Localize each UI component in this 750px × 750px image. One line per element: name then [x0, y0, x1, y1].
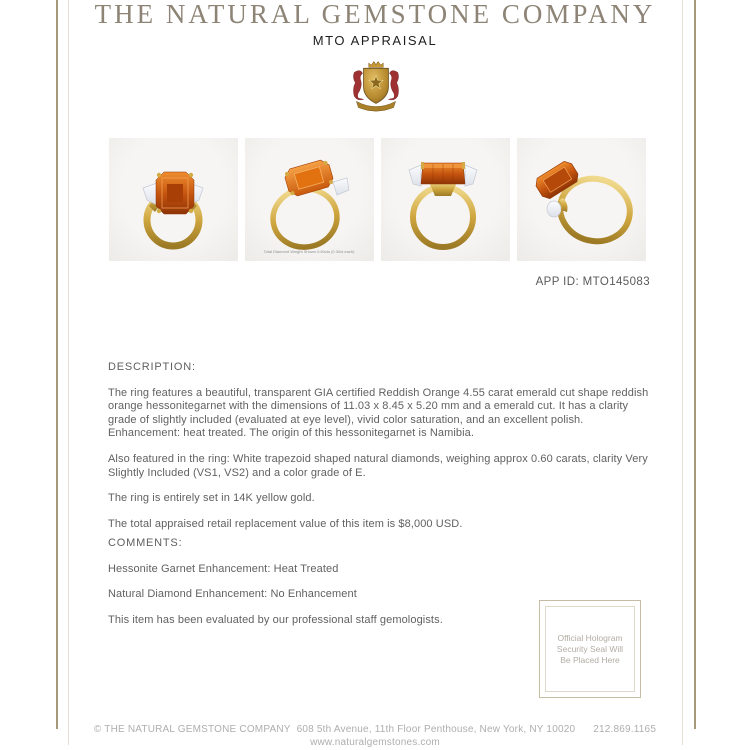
app-id — [400, 276, 650, 288]
ring-photo-row — [109, 138, 646, 261]
ring-front-illustration — [109, 138, 238, 261]
right-border-rule — [694, 0, 696, 729]
footer-phone: 212.869.1165 — [593, 724, 657, 735]
app-id-label: APP ID: — [535, 276, 580, 288]
description-paragraph-4: The total appraised retail replacement value of this item is $8,000 USD. — [108, 517, 463, 530]
ring-upright-illustration — [381, 138, 510, 261]
hologram-placeholder-text — [557, 633, 623, 666]
ring-angled-illustration — [245, 138, 374, 261]
comments-heading: COMMENTS: — [108, 537, 183, 549]
right-inner-border-rule — [682, 0, 683, 745]
description-heading: DESCRIPTION: — [108, 361, 196, 373]
company-title: THE NATURAL GEMSTONE COMPANY — [94, 0, 656, 29]
ring-photo-upright — [381, 138, 510, 261]
comment-item-1: Hessonite Garnet Enhancement: Heat Treated — [108, 562, 339, 575]
footer-copyright: © THE NATURAL GEMSTONE COMPANY — [93, 724, 291, 735]
description-paragraph-1: The ring features a beautiful, transparent GIA certified Reddish Orange 4.55 carat emerald cut shape reddish orange hessonitegarnet with the dimensions of 11.03 x 8.45 x 5.20 mm and a emerald cut. It has a clarity grade of slightly included (evaluated at eye level), vivid color saturation, and an excellent polish. Enhancement: heat treated. The origin of this hessonitegarnet is Namibia. — [108, 386, 649, 440]
document-type-subtitle: MTO APPRAISAL — [312, 33, 438, 48]
diamond-weight-caption: Total Diamond Weight Shown 0.60cts (0.30ct each) — [263, 249, 355, 254]
footer-address: 608 5th Avenue, 11th Floor Penthouse, New York, NY 10020 — [296, 724, 576, 735]
ring-side-illustration — [517, 138, 646, 261]
footer-website: www.naturalgemstones.com — [310, 737, 440, 748]
app-id-value: MTO145083 — [582, 276, 650, 288]
description-paragraph-3: The ring is entirely set in 14K yellow gold. — [108, 492, 315, 505]
hologram-line-2: Security Seal Will — [556, 643, 624, 654]
description-paragraph-2: Also featured in the ring: White trapezoid shaped natural diamonds, weighing approx 0.60 carats, clarity Very Slightly Included (VS1, VS2) and a color grade of E. — [108, 452, 648, 479]
company-crest-icon — [346, 60, 406, 118]
comment-item-2: Natural Diamond Enhancement: No Enhancement — [108, 588, 357, 601]
comment-item-3: This item has been evaluated by our professional staff gemologists. — [108, 613, 443, 626]
crest-illustration — [346, 60, 406, 118]
hologram-inner-frame — [545, 606, 635, 692]
left-inner-border-rule — [68, 0, 69, 745]
ring-photo-angled — [245, 138, 374, 261]
hologram-line-1: Official Hologram — [557, 632, 623, 643]
page-footer — [0, 723, 750, 749]
ring-photo-front — [109, 138, 238, 261]
footer-contact-line — [0, 723, 750, 736]
ring-photo-side — [517, 138, 646, 261]
hologram-line-3: Be Placed Here — [560, 654, 620, 665]
left-border-rule — [56, 0, 58, 729]
hologram-seal-placeholder — [539, 600, 641, 698]
description-section — [108, 361, 654, 543]
